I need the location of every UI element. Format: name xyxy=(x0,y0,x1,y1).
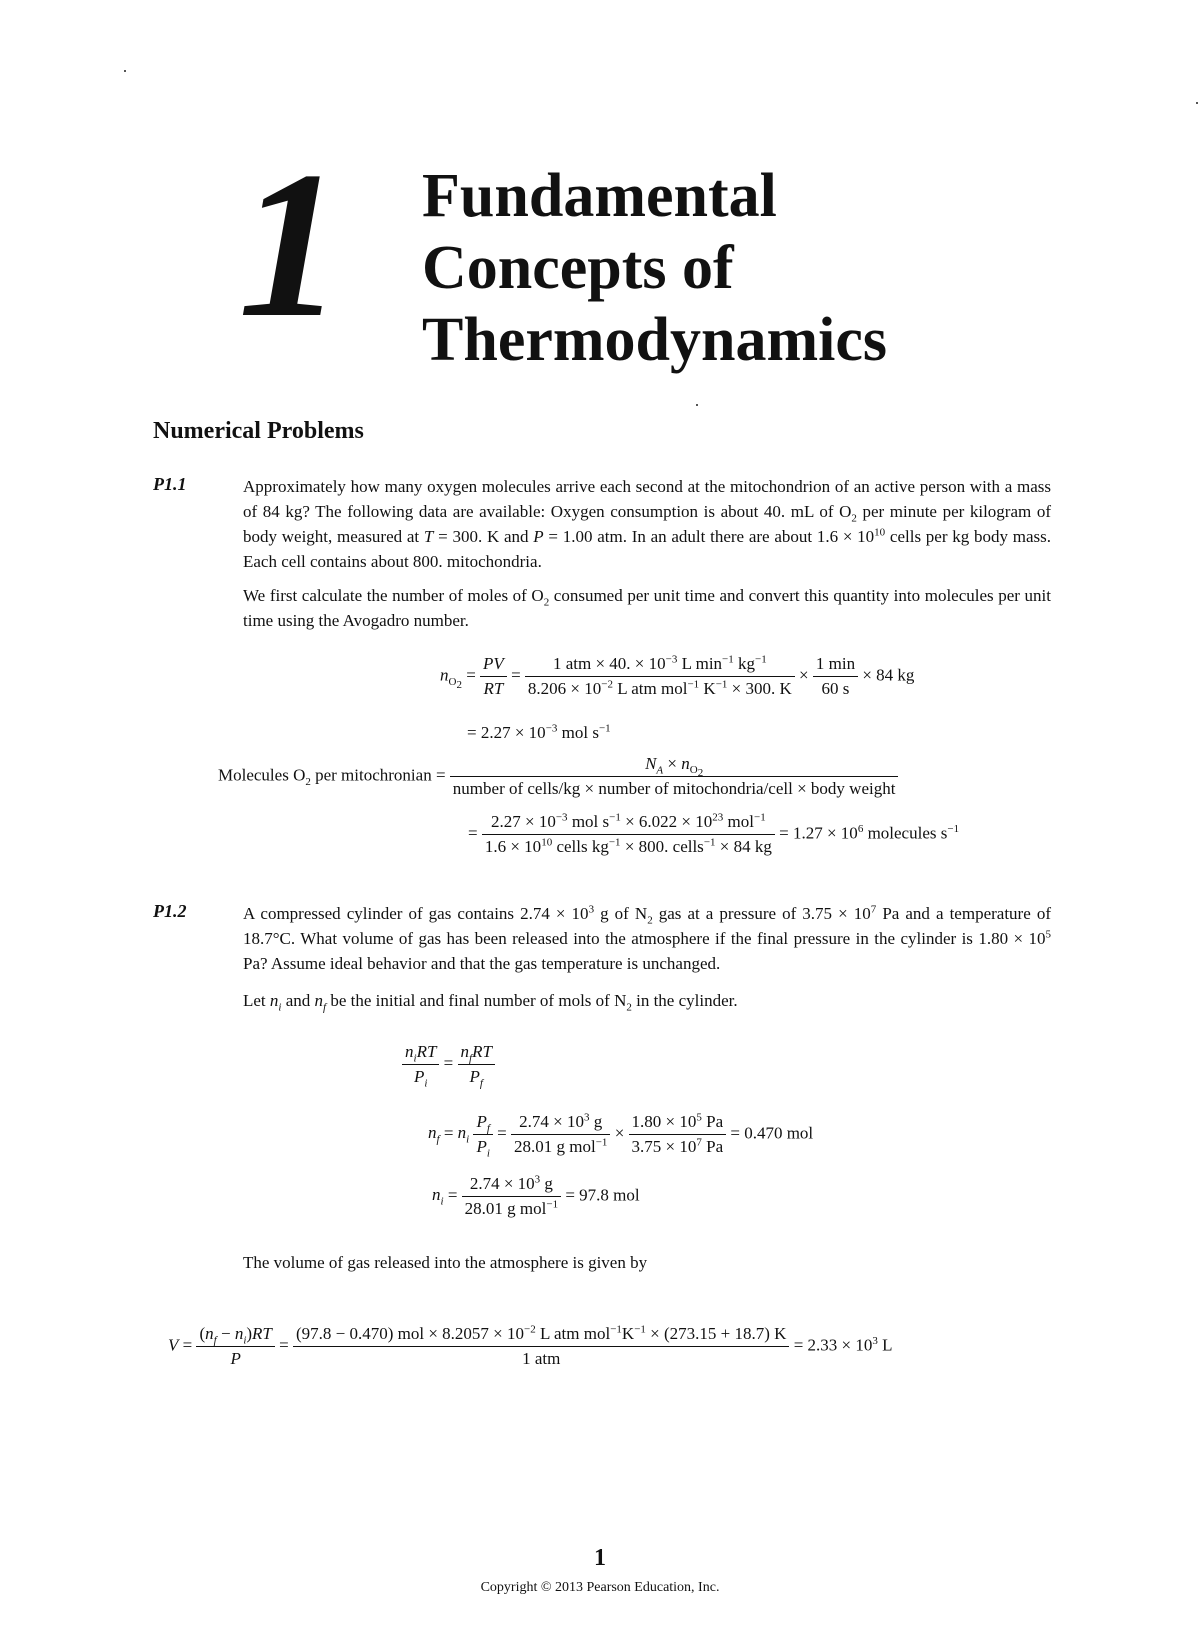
equation-initial-moles: $n_i$ = $\frac{2.74 \times 10^3 g}{28.01 g mol^{-1}}$ = 97.8 mol xyxy=(432,1173,640,1218)
scan-speck xyxy=(1196,102,1198,104)
problem-p1-2-volume-text: The volume of gas released into the atmosphere is given by xyxy=(243,1253,648,1272)
equation-final-moles: $n_f = n_i$ $\frac{P_f}{P_i}$ = $\frac{2.74 \times 10^3 g}{28.01 g mol^{-1}}$ × $\frac{1.80 \times 10^5 Pa}{3.75 \times 10^7 Pa}$ = 0.470 mol xyxy=(428,1111,814,1160)
copyright-notice: Copyright © 2013 Pearson Education, Inc. xyxy=(480,1580,720,1595)
chapter-title-line-1: Fundamental xyxy=(422,162,777,230)
equation-molecules-result: = $\frac{2.27 \times 10^{-3} mol s^{-1} \times 6.022 \times 10^{23} mol^{-1}}{1.6 \times 10^{10} cells kg^{-1} \times 800. cells^{-1} \times 84 kg}$ = $1.27 \times 10^6$ molecules $s^{-1}$ xyxy=(468,811,960,856)
equation-volume-released: V = $\frac{(n_f - n_i)RT}{P}$ = (97.8 − 0.470) mol × $8.2057 \times 10^{-2}$ L atm $mol^{-1}K^{-1} \times (273.15 + 18.7)$ K 1 atm = $2.33 \times 10^3$ L xyxy=(168,1323,893,1368)
problem-p1-2-let-text: Let $n_i$ and $n_f$ be the initial and final number of mols of $N_2$ in the cylinder. xyxy=(243,991,738,1014)
chapter-title-line-3: Thermodynamics xyxy=(422,306,887,374)
page-number: 1 xyxy=(594,1545,606,1571)
problem-p1-1-question: Approximately how many oxygen molecules arrive each second at the mitochondrion of an active person with a mass of 84 kg? The following data are available: Oxygen consumption is about 40. mL of $O_2$ per minute per kilogram of body weight, measured at T = 300. K and P = 1.00 atm. In an adult there are about $1.6 \times 10^{10}$ cells per kg body mass. Each cell contains about 800. mitochondria. xyxy=(243,477,1051,571)
problem-p1-2-question: A compressed cylinder of gas contains $2.74 \times 10^3$ g of $N_2$ gas at a pressure of $3.75 \times 10^7$ Pa and a temperature of 18.7°C. What volume of gas has been released into the atmosphere if the final pressure in the cylinder is $1.80 \times 10^5$ Pa? Assume ideal behavior and that the gas temperature is unchanged. xyxy=(243,903,1051,973)
problem-label-p1-1: P1.1 xyxy=(153,474,187,494)
equation-moles-o2: $n_{O_2}$ = $\frac{PV}{RT}$ = $\frac{1 atm \times 40. \times 10^{-3} L \min^{-1} kg^{-1}}{8.206 \times 10^{-2} L atm mol^{-1} K^{-1} \times 300. K}$ × $\frac{1 \min}{60 s}$ × 84 kg xyxy=(440,653,915,698)
scan-speck xyxy=(124,70,126,72)
section-title: Numerical Problems xyxy=(153,418,364,444)
chapter-title-line-2: Concepts of xyxy=(422,234,734,302)
scan-speck xyxy=(696,404,698,406)
problem-p1-1-solution-text: We first calculate the number of moles of $O_2$ consumed per unit time and convert this quantity into molecules per unit time using the Avogadro number. xyxy=(243,586,1051,630)
problem-label-p1-2: P1.2 xyxy=(153,901,187,921)
equation-molecules-per-mitochondrion: Molecules $O_2$ per mitochronian = $N_A \times n_{O_2}$ number of cells/kg × number of mitochondria/cell × body weight xyxy=(218,752,898,801)
chapter-title xyxy=(422,160,887,376)
chapter-number: 1 xyxy=(238,129,339,361)
equation-moles-o2-result: = $2.27 \times 10^{-3}$ mol $s^{-1}$ xyxy=(467,722,611,742)
equation-ideal-gas-ratio: $\frac{n_iRT}{P_i}$ = $\frac{n_fRT}{P_f}$ xyxy=(402,1040,495,1089)
